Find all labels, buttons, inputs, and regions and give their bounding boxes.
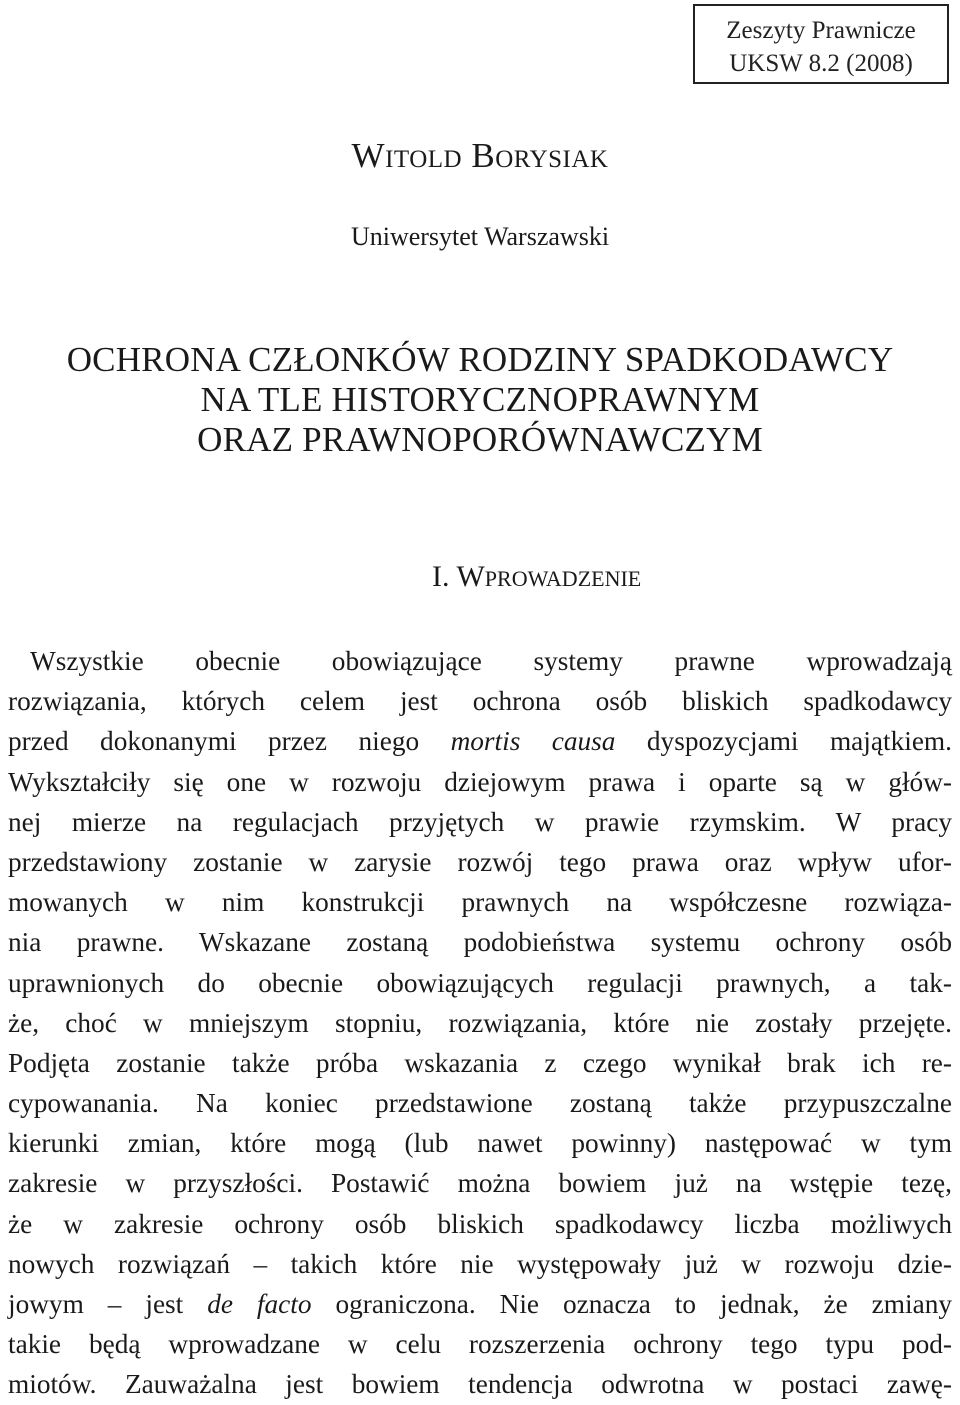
text-line: nowych rozwiązań – takich które nie występowały już w rozwoju dzie- [8,1248,952,1279]
author-affiliation: Uniwersytet Warszawski [350,222,610,251]
text-line: mowanych w nim konstrukcji prawnych na współczesne rozwiąza- [8,887,952,918]
text-line: że, choć w mniejszym stopniu, rozwiązania, które nie zostały przejęte. [8,1007,952,1038]
text-line: cypowanania. Na koniec przedstawione zostaną także przypuszczalne [8,1088,952,1119]
text-line: takie będą wprowadzane w celu rozszerzenia ochrony tego typu pod- [8,1329,952,1360]
text-line: nej mierze na regulacjach przyjętych w prawie rzymskim. W pracy [8,806,952,837]
text-line: Wykształciły się one w rozwoju dziejowym prawa i oparte są w głów- [8,766,952,797]
text-line: przed dokonanymi przez niego mortis causa dyspozycjami majątkiem. [8,726,952,757]
text-line: że w zakresie ochrony osób bliskich spadkodawcy liczba możliwych [8,1208,952,1239]
journal-issue: UKSW 8.2 (2008) [729,50,913,77]
italic-term: de facto [207,1289,312,1319]
text-line: nia prawne. Wskazane zostaną podobieństwa systemu ochrony osób [8,927,952,958]
title-line: ORAZ PRAWNOPORÓWNAWCZYM [197,420,763,459]
text-line: jowym – jest de facto ograniczona. Nie oznacza to jednak, że zmiany [8,1289,953,1319]
title-line: OCHRONA CZŁONKÓW RODZINY SPADKODAWCY [66,340,894,379]
text-line: zakresie w przyszłości. Postawić można bowiem już na wstępie tezę, [8,1168,952,1199]
text-line: rozwiązania, których celem jest ochrona osób bliskich spadkodawcy [8,686,952,717]
title-line: NA TLE HISTORYCZNOPRAWNYM [200,380,760,419]
text-line: Podjęta zostanie także próba wskazania z czego wynikał brak ich re- [8,1047,952,1078]
text-line: uprawnionych do obecnie obowiązujących regulacji prawnych, a tak- [8,967,952,998]
body-paragraph [8,641,952,1405]
text-line: Wszystkie obecnie obowiązujące systemy prawne wprowadzają [30,646,952,676]
author-name: WITOLD BORYSIAK [351,136,609,175]
text-line: kierunki zmian, które mogą (lub nawet powinny) następować w tym [8,1128,952,1159]
article-title [0,340,960,460]
text-line: miotów. Zauważalna jest bowiem tendencja odwrotna w postaci zawę- [8,1369,952,1400]
journal-name: Zeszyty Prawnicze [726,17,916,44]
text-line: przedstawiony zostanie w zarysie rozwój tego prawa oraz wpływ ufor- [8,846,952,877]
italic-term: mortis causa [450,726,616,757]
section-heading: I. WPROWADZENIE [432,560,642,593]
journal-info-box [693,4,949,84]
